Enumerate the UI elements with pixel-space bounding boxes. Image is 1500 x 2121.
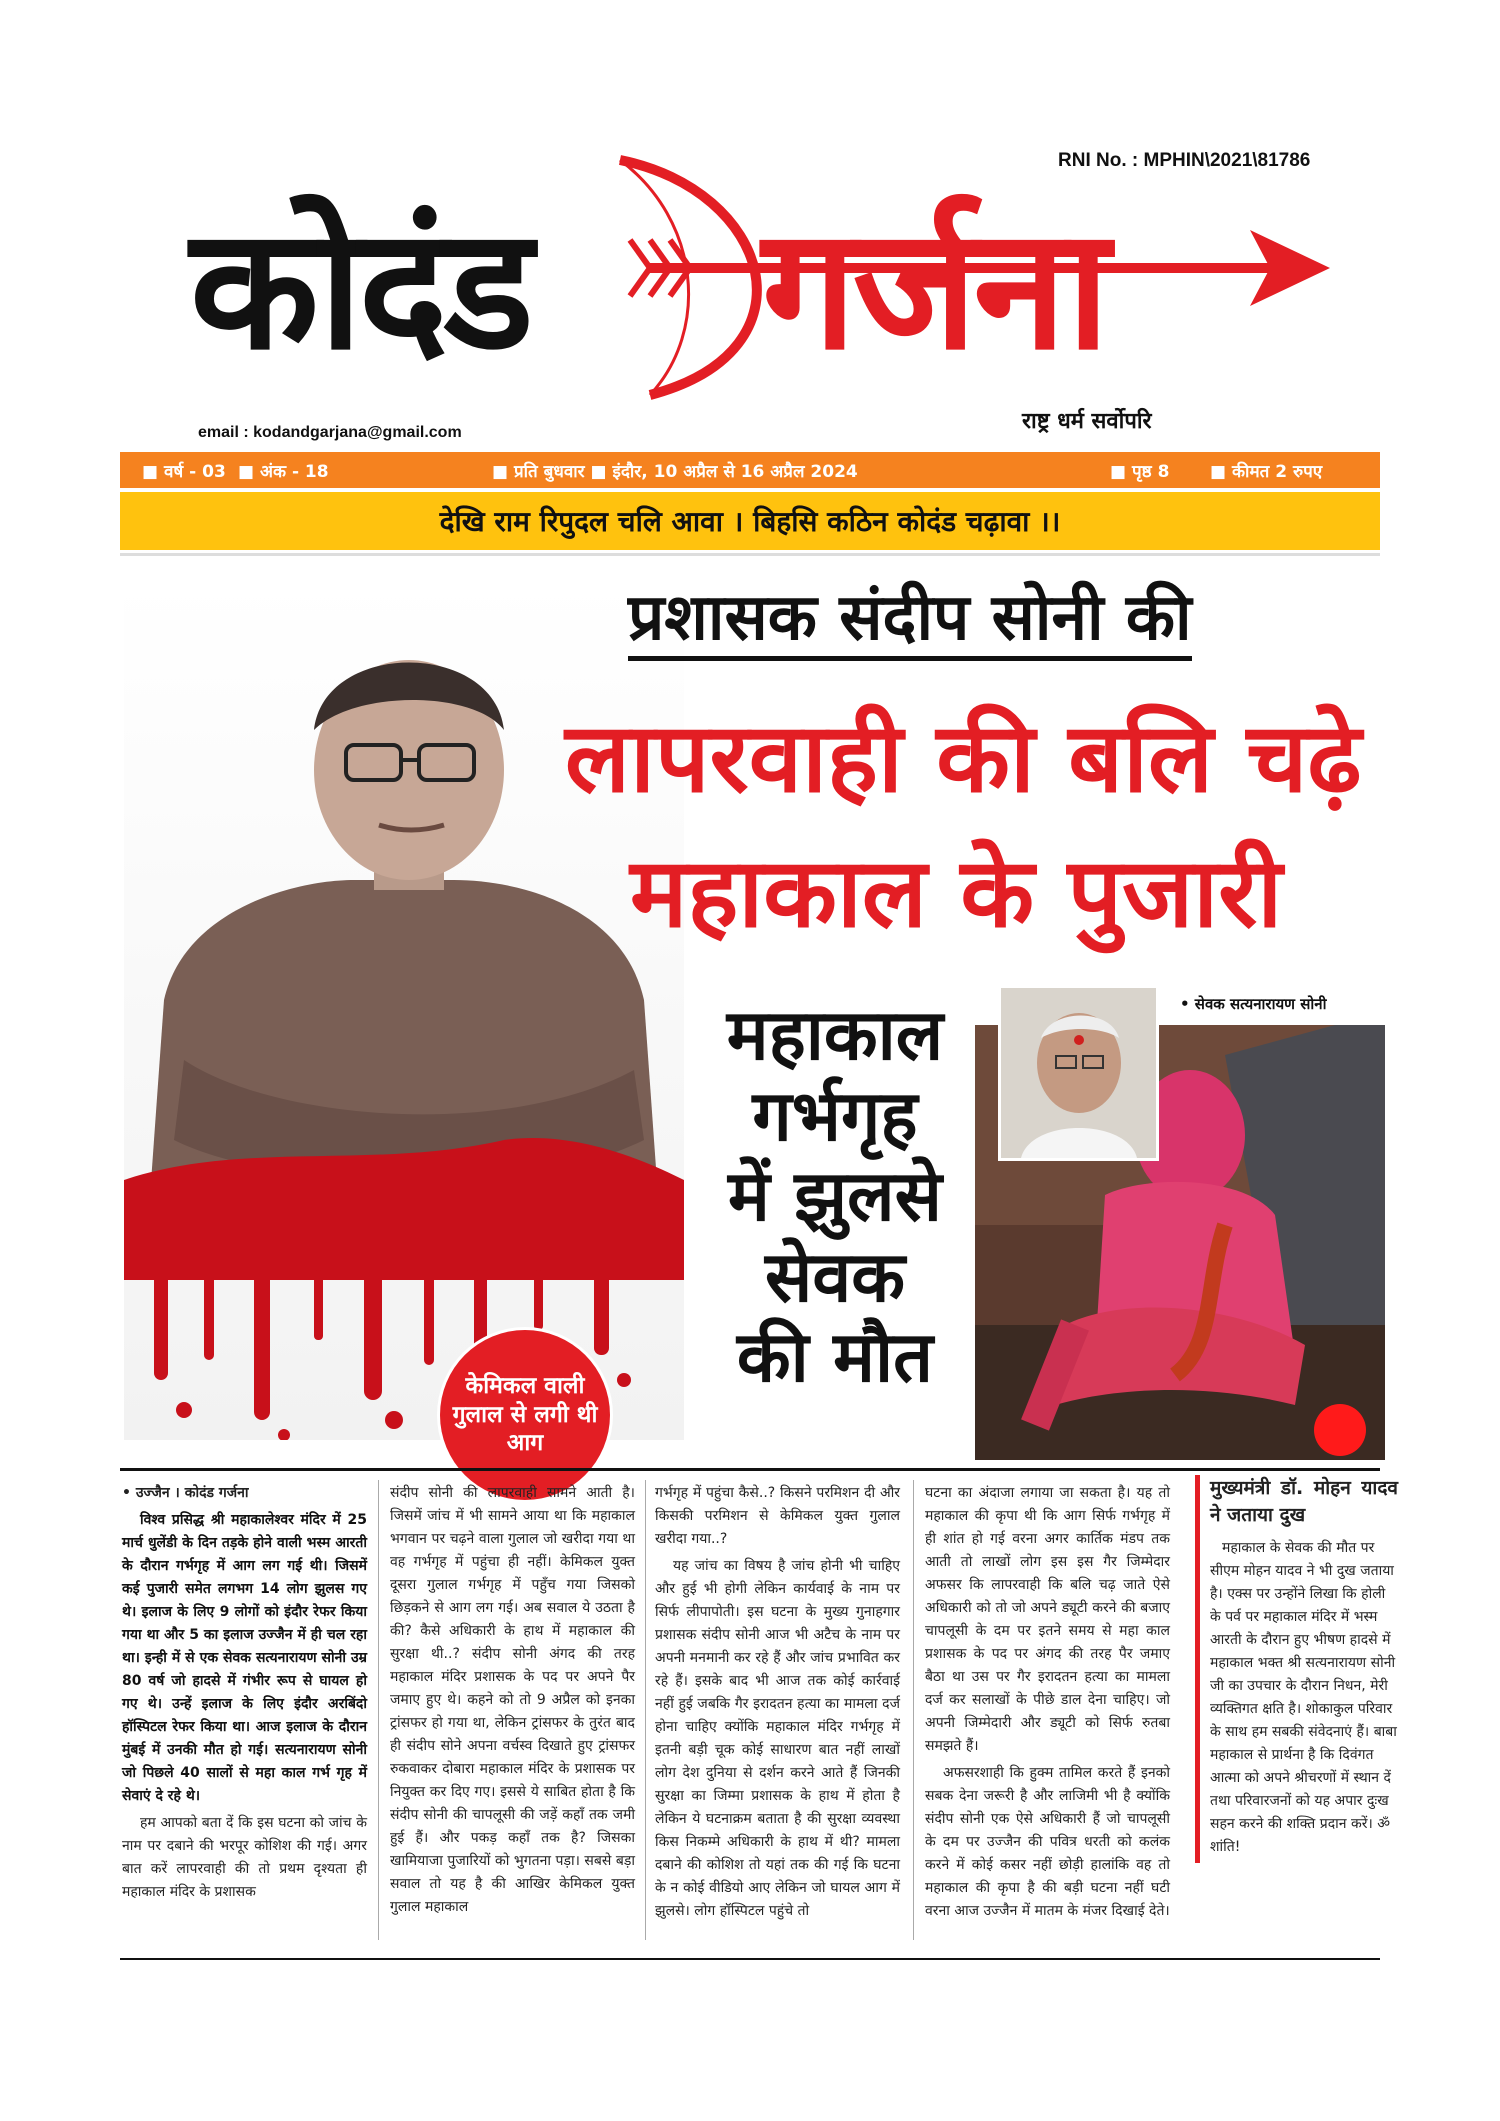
column-divider <box>378 1480 379 1940</box>
divider <box>120 1958 1380 1960</box>
article-column-4 <box>925 1482 1170 1927</box>
rni-number: RNI No. : MPHIN\2021\81786 <box>1058 150 1311 171</box>
subheadline-line-4: सेवक <box>765 1235 905 1318</box>
article-paragraph: संदीप सोनी की लापरवाही सामने आती है। जिसमें जांच में भी सामने आया था कि महाकाल भगवान पर चढ़ने वाला गुलाल जो खरीदा गया था वह गर्भगृह में पहुंचा ही नहीं। केमिकल युक्त दूसरा गुलाल गर्भगृह में पहुँच गया जिसको छिड़कने से आग लग गई। अब सवाल ये उठता है की? कैसे अधिकारी के हाथ में महाकाल की सुरक्षा थी..? संदीप सोनी अंगद की तरह महाकाल मंदिर प्रशासक के पद पर अपने पैर जमाए हुए थे। कहने को तो 9 अप्रैल को इनका ट्रांसफर हो गया था, लेकिन ट्रांसफर के तुरंत बाद ही संदीप सोने अपना वर्चस्व दिखाते हुए ट्रांसफर रुकवाकर दोबारा महाकाल मंदिर के प्रशासक पर नियुक्त कर दिए गए। इससे ये साबित होता है कि संदीप सोनी की चापलूसी की जड़ें कहाँ तक जमी हुई हैं। और पकड़ कहाँ तक है? जिसका खामियाजा पुजारियों को भुगतना पड़ा। सबसे बड़ा सवाल तो यह है की आखिर केमिकल युक्त गुलाल महाकाल <box>390 1485 635 1915</box>
divider <box>120 553 1380 556</box>
headline-line-2: लापरवाही की बलि चढ़े <box>565 702 1362 814</box>
article-lead-paragraph: विश्व प्रसिद्ध श्री महाकालेश्वर मंदिर में 25 मार्च धुलेंडी के दिन तड़के होने वाली भस्म आरती के दौरान गर्भगृह में आग लग गई थी। जिसमें कई पुजारी समेत लगभग 14 लोग झुलस गए थे। इलाज के लिए 9 लोगों को इंदौर रेफर किया गया था और 5 का इलाज उज्जैन में ही चल रहा था। इन्ही में से एक सेवक सत्यनारायण सोनी उम्र 80 वर्ष जो हादसे में गंभीर रूप से घायल हो गए थे। उन्हें इलाज के लिए इंदौर अरबिंदो हॉस्पिटल रेफर किया था। आज इलाज के दौरान मुंबई में उनकी मौत हो गई। सत्यनारायण सोनी जो पिछले 40 सालों से महा काल गर्भ गृह में सेवाएं दे रहे थे। <box>122 1512 367 1804</box>
subheadline-line-5: की मौत <box>736 1316 934 1398</box>
page-count: ■ पृष्ठ 8 <box>1110 462 1170 482</box>
article-paragraph: घटना का अंदाजा लगाया जा सकता है। यह तो महाकाल की कृपा थी कि आग सिर्फ गर्भगृह में ही शांत हो गई वरना अगर कार्तिक मंडप तक आती तो लाखों लोग इस इस गैर जिम्मेदार अफसर कि लापरवाही कि बलि चढ़ जाते ऐसे अधिकारी को तो जो अपने ड्यूटी करने की बजाए चापलूसी के दम पर इतने समय से महा काल प्रशासक के पद पर अंगद की तरह पैर जमाए बैठा था उस पर गैर इरादतन हत्या का मामला दर्ज कर सलाखों के पीछे डाल देना चाहिए। जो अपनी जिम्मेदारी और ड्यूटी को सिर्फ रुतबा समझते हैं। <box>925 1485 1170 1754</box>
subheadline <box>680 995 990 1398</box>
quote-banner <box>120 492 1380 550</box>
headline-line-3: महाकाल के पुजारी <box>630 837 1283 949</box>
contact-email: email : kodandgarjana@gmail.com <box>198 424 462 441</box>
issue-info-bar <box>120 452 1380 488</box>
article-column-3 <box>655 1482 900 1927</box>
divider <box>120 1468 1380 1471</box>
photo-caption: • सेवक सत्यनारायण सोनी <box>1180 995 1327 1013</box>
chemical-gulal-badge: केमिकल वाली गुलाल से लगी थी आग <box>440 1330 610 1500</box>
cm-condolence-body: महाकाल के सेवक की मौत पर सीएम मोहन यादव ने भी दुख जताया है। एक्स पर उन्होंने लिखा कि होली के पर्व पर महाकाल मंदिर में भस्म आरती के दौरान हुए भीषण हादसे में महाकाल भक्त श्री सत्यनारायण सोनी जी का उपचार के दौरान निधन, मेरी व्यक्तिगत क्षति है। शोकाकुल परिवार के साथ हम सबकी संवेदनाएं हैं। बाबा महाकाल से प्रार्थना है कि दिवंगत आत्मा को अपने श्रीचरणों में स्थान दें तथा परिवारजनों को यह अपार दुःख सहन करने की शक्ति प्रदान करें। ॐ शांति! <box>1210 1540 1397 1855</box>
article-column-1 <box>122 1482 367 1908</box>
issue-number: ■ अंक - 18 <box>238 462 329 482</box>
masthead-tagline: राष्ट्र धर्म सर्वोपरि <box>1022 409 1152 434</box>
sevak-portrait-inset <box>998 985 1159 1161</box>
price: ■ कीमत 2 रुपए <box>1210 462 1323 482</box>
cm-condolence-heading: मुख्यमंत्री डॉ. मोहन यादव ने जताया दुख <box>1210 1477 1398 1526</box>
article-paragraph: गर्भगृह में पहुंचा कैसे..? किसने परमिशन दी और किसकी परमिशन से केमिकल युक्त गुलाल खरीदा गया..? <box>655 1485 900 1547</box>
subheadline-line-2: गर्भगृह <box>752 1074 918 1157</box>
masthead-title-right: गर्जना <box>762 191 1106 387</box>
cm-condolence-box <box>1195 1475 1398 1863</box>
article-paragraph: हम आपको बता दें कि इस घटना को जांच के नाम पर दबाने की भरपूर कोशिश की गई। अगर बात करें लापरवाही की तो प्रथम दृश्यता ही महाकाल मंदिर के प्रशासक <box>122 1815 367 1900</box>
column-divider <box>645 1480 646 1940</box>
article-byline: • उज्जैन । कोदंड गर्जना <box>122 1485 249 1501</box>
article-paragraph: अफसरशाही कि हुक्म तामिल करते हैं इनको सबक देना जरूरी है और लाजिमी भी है क्योंकि संदीप सोनी एक ऐसे अधिकारी हैं जो चापलूसी के दम पर उज्जैन की पवित्र धरती को कलंक करने में कोई कसर नहीं छोड़ी हालांकि वह तो महाकाल की कृपा है की बड़ी घटना नहीं घटी वरना आज उज्जैन में मातम के मंजर दिखाई देते। <box>925 1765 1170 1919</box>
headline-line-1: प्रशासक संदीप सोनी की <box>628 582 1192 661</box>
article-column-2 <box>390 1482 635 1923</box>
issue-date: ■ प्रति बुधवार ■ इंदौर, 10 अप्रैल से 16 अप्रैल 2024 <box>492 462 858 482</box>
quote-text: देखि राम रिपुदल चलि आवा । बिहसि कठिन कोदंड चढ़ावा ।। <box>439 505 1061 538</box>
column-divider <box>913 1480 914 1940</box>
subheadline-line-3: में झुलसे <box>728 1155 942 1237</box>
article-paragraph: यह जांच का विषय है जांच होनी भी चाहिए और हुई भी होगी लेकिन कार्यवाई के नाम पर सिर्फ लीपापोती। इस घटना के मुख्य गुनाहगार प्रशासक संदीप सोनी आज भी अटैच के नाम पर अपनी मनमानी कर रहे हैं और जांच प्रभावित कर रहे हैं। इसके बाद भी आज तक कोई कार्रवाई नहीं हुई जबकि गैर इरादतन हत्या का मामला दर्ज होना चाहिए क्योंकि महाकाल मंदिर गर्भगृह में इतनी बड़ी चूक कोई साधारण बात नहीं लाखों लोग देश दुनिया से दर्शन करने आते हैं जिनकी सुरक्षा का जिम्मा प्रशासक के हाथ में होता है लेकिन ये घटनाक्रम बताता है की सुरक्षा व्यवस्था किस निकम्मे अधिकारी के हाथ में थी? मामला दबाने की कोशिश तो यहां तक की गई कि घटना के न कोई वीडियो आए लेकिन जो घायल आग में झुलसे। लोग हॉस्पिटल पहुंचे तो <box>655 1558 900 1919</box>
volume-year: ■ वर्ष - 03 <box>142 462 226 482</box>
masthead-title-left: कोदंड <box>190 191 530 387</box>
subheadline-line-1: महाकाल <box>726 994 944 1076</box>
